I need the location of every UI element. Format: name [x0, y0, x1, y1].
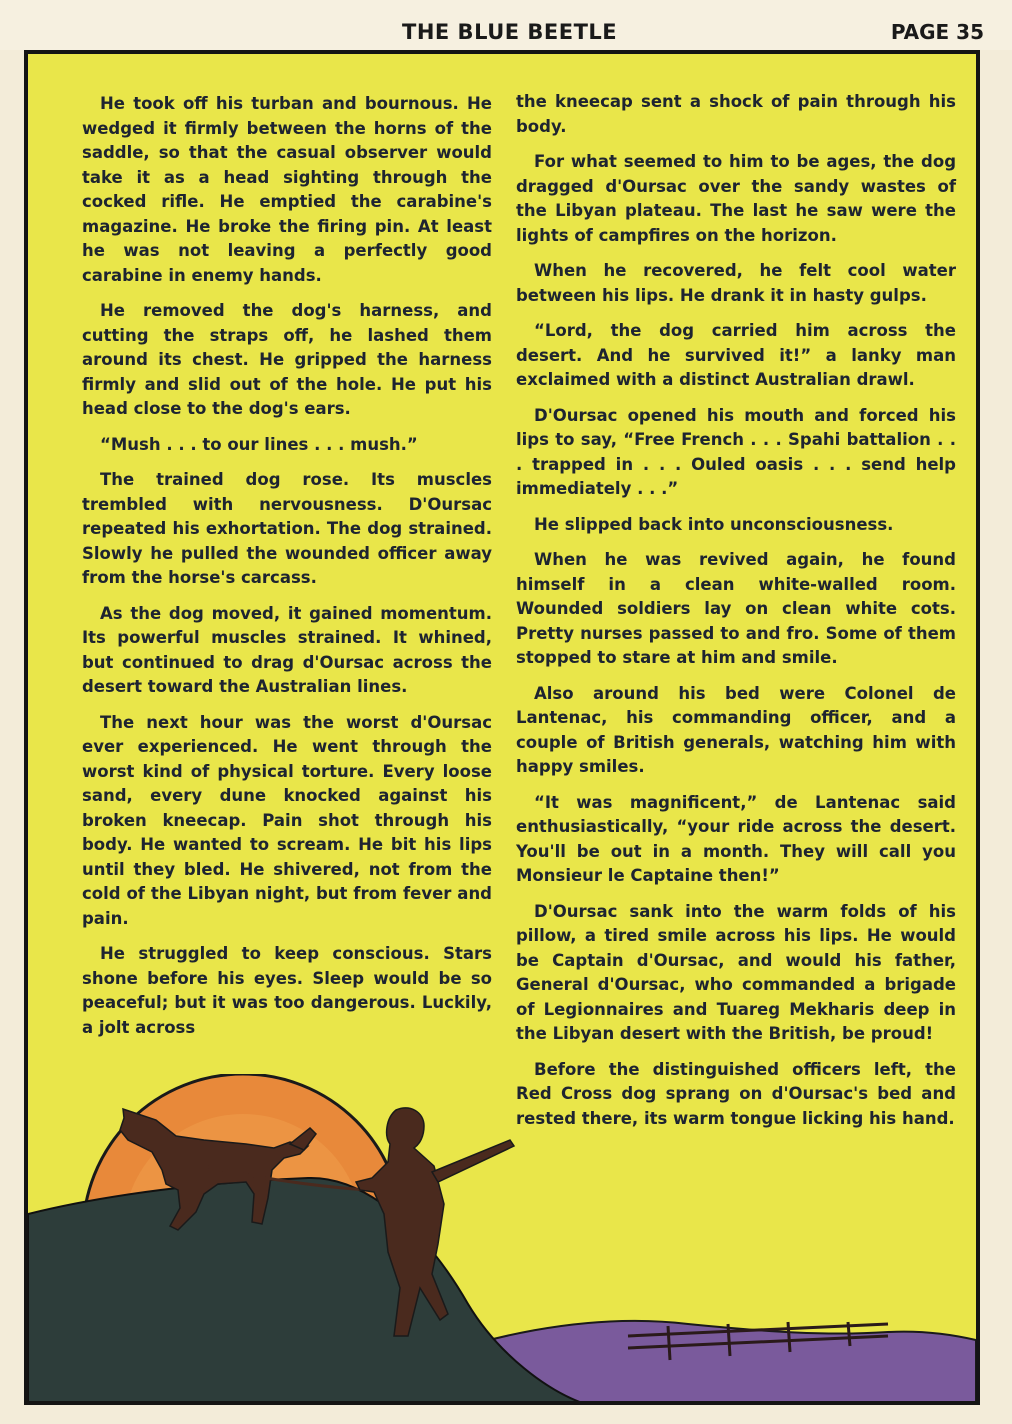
rifle [432, 1140, 514, 1182]
page-number: PAGE 35 [890, 20, 984, 44]
paragraph: The next hour was the worst d'Oursac ever experienced. He went through the worst kind of physical torture. Every loose sand, every dune knocked against his broken kneecap. Pain shot through his body. He wanted to scream. He bit his lips until they bled. He shivered, not from the cold of the Libyan night, but from fever and pain. [82, 712, 492, 928]
paragraph: He slipped back into unconsciousness. [534, 514, 894, 534]
paragraph: D'Oursac sank into the warm folds of his pillow, a tired smile across his lips. He would be Captain d'Oursac, and would his father, General d'Oursac, who commanded a brigade of Legionnaires and Tuareg Mekharis deep in the Libyan desert with the British, be proud! [516, 901, 956, 1043]
paragraph: He struggled to keep conscious. Stars shone before his eyes. Sleep would be so peaceful; but it was too dangerous. Luckily, a jolt across [82, 944, 492, 1037]
paragraph: D'Oursac opened his mouth and forced his lips to say, “Free French . . . Spahi battalion . . . trapped in . . . Ouled oasis . . . send help immediately . . .” [516, 405, 956, 498]
dark-hill [28, 1178, 588, 1405]
paragraph: “Lord, the dog carried him across the desert. And he survived it!” a lanky man exclaimed with a distinct Australian drawl. [516, 321, 956, 389]
paragraph: The trained dog rose. Its muscles trembled with nervousness. D'Oursac repeated his exhortation. The dog strained. Slowly he pulled the wounded officer away from the horse's carcass. [82, 470, 492, 587]
paragraph: the kneecap sent a shock of pain through his body. [516, 92, 956, 136]
paragraph: “It was magnificent,” de Lantenac said enthusiastically, “your ride across the desert. You'll be out in a month. They will call you Monsieur le Captaine then!” [516, 792, 956, 885]
left-text-column [82, 92, 492, 1051]
comic-title: THE BLUE BEETLE [402, 20, 618, 44]
page-header [0, 0, 1012, 50]
paragraph: When he recovered, he felt cool water between his lips. He drank it in hasty gulps. [516, 261, 956, 305]
paragraph: Also around his bed were Colonel de Lantenac, his commanding officer, and a couple of British generals, watching him with happy smiles. [516, 683, 956, 776]
paragraph: As the dog moved, it gained momentum. Its powerful muscles strained. It whined, but continued to drag d'Oursac across the desert toward the Australian lines. [82, 603, 492, 696]
paragraph: When he was revived again, he found himself in a clean white-walled room. Wounded soldiers lay on clean white cots. Pretty nurses passed to and fro. Some of them stopped to stare at him and smile. [516, 550, 956, 667]
paragraph: “Mush . . . to our lines . . . mush.” [100, 434, 418, 454]
story-panel [24, 50, 980, 1405]
paragraph: Before the distinguished officers left, the Red Cross dog sprang on d'Oursac's bed and rested there, its warm tongue licking his hand. [516, 1059, 956, 1128]
paragraph: For what seemed to him to be ages, the dog dragged d'Oursac over the sandy wastes of the Libyan plateau. The last he saw were the lights of campfires on the horizon. [516, 152, 956, 245]
paragraph: He removed the dog's harness, and cutting the straps off, he lashed them around its chest. He gripped the harness firmly and slid out of the hole. He put his head close to the dog's ears. [82, 301, 492, 418]
desert-silhouette-illustration [28, 1074, 976, 1405]
right-text-column [516, 90, 956, 1142]
paragraph: He took off his turban and bournous. He wedged it firmly between the horns of the saddle, so that the casual observer would take it as a head sighting through the cocked rifle. He emptied the carabine's magazine. He broke the firing pin. At least he was not leaving a perfectly good carabine in enemy hands. [82, 94, 492, 285]
